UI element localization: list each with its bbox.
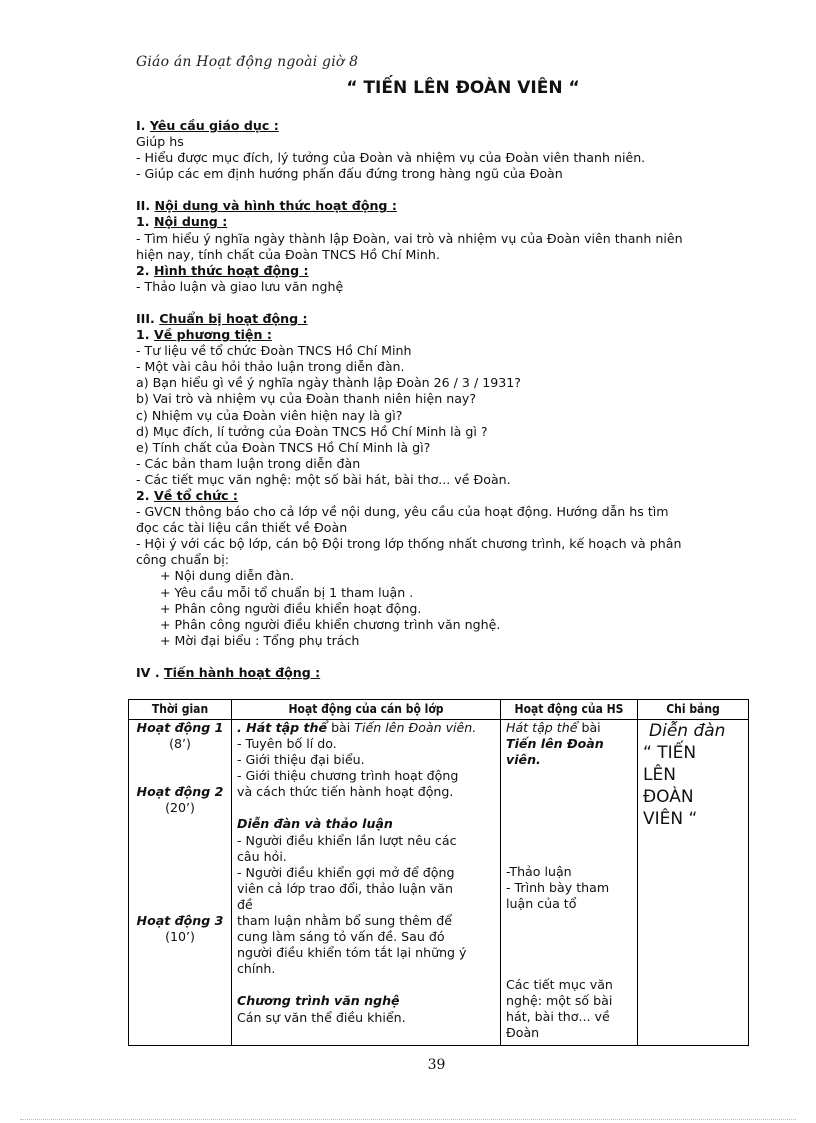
s3-line: - GVCN thông báo cho cả lớp về nội dung, yêu cầu của hoạt động. Hướng dẫn hs tìm xyxy=(136,504,669,520)
opening-item: - Giới thiệu đại biểu. xyxy=(237,752,365,768)
s3-line: - Hội ý với các bộ lớp, cán bộ Đội trong lớp thống nhất chương trình, kế hoạch và phân xyxy=(136,536,682,552)
forum-item: câu hỏi. xyxy=(237,848,287,864)
header-class-officer-activity: Hoạt động của cán bộ lớp xyxy=(232,700,501,720)
student-activity-2: -Thảo luận xyxy=(506,864,572,880)
section-3-heading: III. Chuẩn bị hoạt động : xyxy=(136,310,308,326)
activity-1-duration: (8’) xyxy=(169,736,191,752)
activity-3-duration: (10’) xyxy=(165,929,195,945)
student-activity-2: luận của tổ xyxy=(506,896,577,912)
board-forum: Diễn đàn xyxy=(649,721,726,741)
board-title-line: LÊN xyxy=(643,765,676,785)
section-3-sub1-heading: 1. Về phương tiện : xyxy=(136,327,272,343)
document-body xyxy=(136,118,736,681)
s3-bullet: + Phân công người điều khiển chương trình văn nghệ. xyxy=(160,616,501,632)
header-student-activity: Hoạt động của HS xyxy=(501,700,638,720)
document-title: “ TIẾN LÊN ĐOÀN VIÊN “ xyxy=(346,78,580,98)
student-activity-1-song: Tiến lên Đoàn viên. xyxy=(506,736,604,768)
art-program-title: Chương trình văn nghệ xyxy=(237,993,400,1009)
s1-line: Giúp hs xyxy=(136,134,184,150)
art-program-item: Cán sự văn thể điều khiển. xyxy=(237,1009,406,1025)
section-3-sub2-heading: 2. Về tổ chức : xyxy=(136,487,238,503)
section-2-sub2-heading: 2. Hình thức hoạt động : xyxy=(136,262,309,278)
forum-item: - Người điều khiển lần lượt nêu các xyxy=(237,832,457,848)
activity-table xyxy=(128,699,749,1046)
board-title-line: ĐOÀN xyxy=(643,787,694,807)
s3-bullet: + Yêu cầu mỗi tổ chuẩn bị 1 tham luận . xyxy=(160,584,414,600)
section-1-heading: I. Yêu cầu giáo dục : xyxy=(136,118,279,133)
s3-line: - Các bản tham luận trong diễn đàn xyxy=(136,455,361,471)
activity-3-label: Hoạt động 3 xyxy=(136,913,224,929)
s3-question: b) Vai trò và nhiệm vụ của Đoàn thanh niên hiện nay? xyxy=(136,391,477,407)
forum-item: đề xyxy=(237,896,253,912)
forum-item: chính. xyxy=(237,961,276,977)
student-activity-1: Hát tập thể bài xyxy=(506,720,601,735)
activity-2-label: Hoạt động 2 xyxy=(136,784,224,800)
student-activity-3: nghệ: một số bài xyxy=(506,992,613,1008)
board-notes-cell xyxy=(638,720,749,1046)
opening-line: . Hát tập thể bài Tiến lên Đoàn viên. xyxy=(237,720,477,735)
time-cell xyxy=(129,720,232,1046)
class-officer-cell xyxy=(232,720,501,1046)
board-title-line: VIÊN “ xyxy=(643,809,698,829)
opening-item: - Giới thiệu chương trình hoạt động xyxy=(237,768,459,784)
page-bottom-divider xyxy=(20,1119,796,1120)
opening-item: và cách thức tiến hành hoạt động. xyxy=(237,784,454,800)
header-board-notes: Chi bảng xyxy=(638,700,749,720)
s3-line: - Tư liệu về tổ chức Đoàn TNCS Hồ Chí Minh xyxy=(136,343,412,359)
s3-question: e) Tính chất của Đoàn TNCS Hồ Chí Minh là gì? xyxy=(136,439,431,455)
forum-item: cung làm sáng tỏ vấn đề. Sau đó xyxy=(237,929,445,945)
section-4-heading: IV . Tiến hành hoạt động : xyxy=(136,664,321,680)
student-activity-3: Các tiết mục văn xyxy=(506,976,613,992)
s3-line: đọc các tài liệu cần thiết về Đoàn xyxy=(136,520,348,536)
s3-line: - Một vài câu hỏi thảo luận trong diễn đàn. xyxy=(136,359,405,375)
forum-item: viên cả lớp trao đổi, thảo luận văn xyxy=(237,880,453,896)
opening-item: - Tuyên bố lí do. xyxy=(237,736,337,752)
s3-line: - Các tiết mục văn nghệ: một số bài hát, bài thơ... về Đoàn. xyxy=(136,471,511,487)
page-number: 39 xyxy=(427,1057,446,1073)
forum-item: - Người điều khiển gợi mở để động xyxy=(237,864,455,880)
s3-bullet: + Nội dung diễn đàn. xyxy=(160,568,295,584)
running-header: Giáo án Hoạt động ngoài giờ 8 xyxy=(136,54,359,70)
table-header-row xyxy=(129,700,749,720)
activity-2-duration: (20’) xyxy=(165,800,195,816)
header-time: Thời gian xyxy=(129,700,232,720)
s2-line: hiện nay, tính chất của Đoàn TNCS Hồ Chí Minh. xyxy=(136,246,440,262)
forum-item: người điều khiển tóm tắt lại những ý xyxy=(237,945,467,961)
table-row xyxy=(129,720,749,1046)
student-activity-3: hát, bài thơ... về xyxy=(506,1008,610,1024)
s2-line: - Thảo luận và giao lưu văn nghệ xyxy=(136,278,344,294)
forum-title: Diễn đàn và thảo luận xyxy=(237,816,393,832)
s3-question: a) Bạn hiểu gì về ý nghĩa ngày thành lập Đoàn 26 / 3 / 1931? xyxy=(136,375,521,391)
activity-1-label: Hoạt động 1 xyxy=(136,720,224,735)
section-2-sub1-heading: 1. Nội dung : xyxy=(136,214,228,230)
board-title-line: “ TIẾN xyxy=(643,743,697,763)
forum-item: tham luận nhằm bổ sung thêm để xyxy=(237,913,452,929)
s3-bullet: + Mời đại biểu : Tổng phụ trách xyxy=(160,632,360,648)
s3-question: c) Nhiệm vụ của Đoàn viên hiện nay là gì? xyxy=(136,407,403,423)
s3-question: d) Mục đích, lí tưởng của Đoàn TNCS Hồ Chí Minh là gì ? xyxy=(136,423,488,439)
section-2-heading: II. Nội dung và hình thức hoạt động : xyxy=(136,198,397,214)
student-activity-cell xyxy=(501,720,638,1046)
student-activity-3: Đoàn xyxy=(506,1024,540,1040)
s1-line: - Giúp các em định hướng phấn đấu đứng trong hàng ngũ của Đoàn xyxy=(136,166,563,182)
s3-line: công chuẩn bị: xyxy=(136,552,229,568)
s2-line: - Tìm hiểu ý nghĩa ngày thành lập Đoàn, vai trò và nhiệm vụ của Đoàn viên thanh niên xyxy=(136,230,683,246)
student-activity-2: - Trình bày tham xyxy=(506,880,610,896)
s1-line: - Hiểu được mục đích, lý tưởng của Đoàn và nhiệm vụ của Đoàn viên thanh niên. xyxy=(136,150,646,166)
s3-bullet: + Phân công người điều khiển hoạt động. xyxy=(160,600,422,616)
